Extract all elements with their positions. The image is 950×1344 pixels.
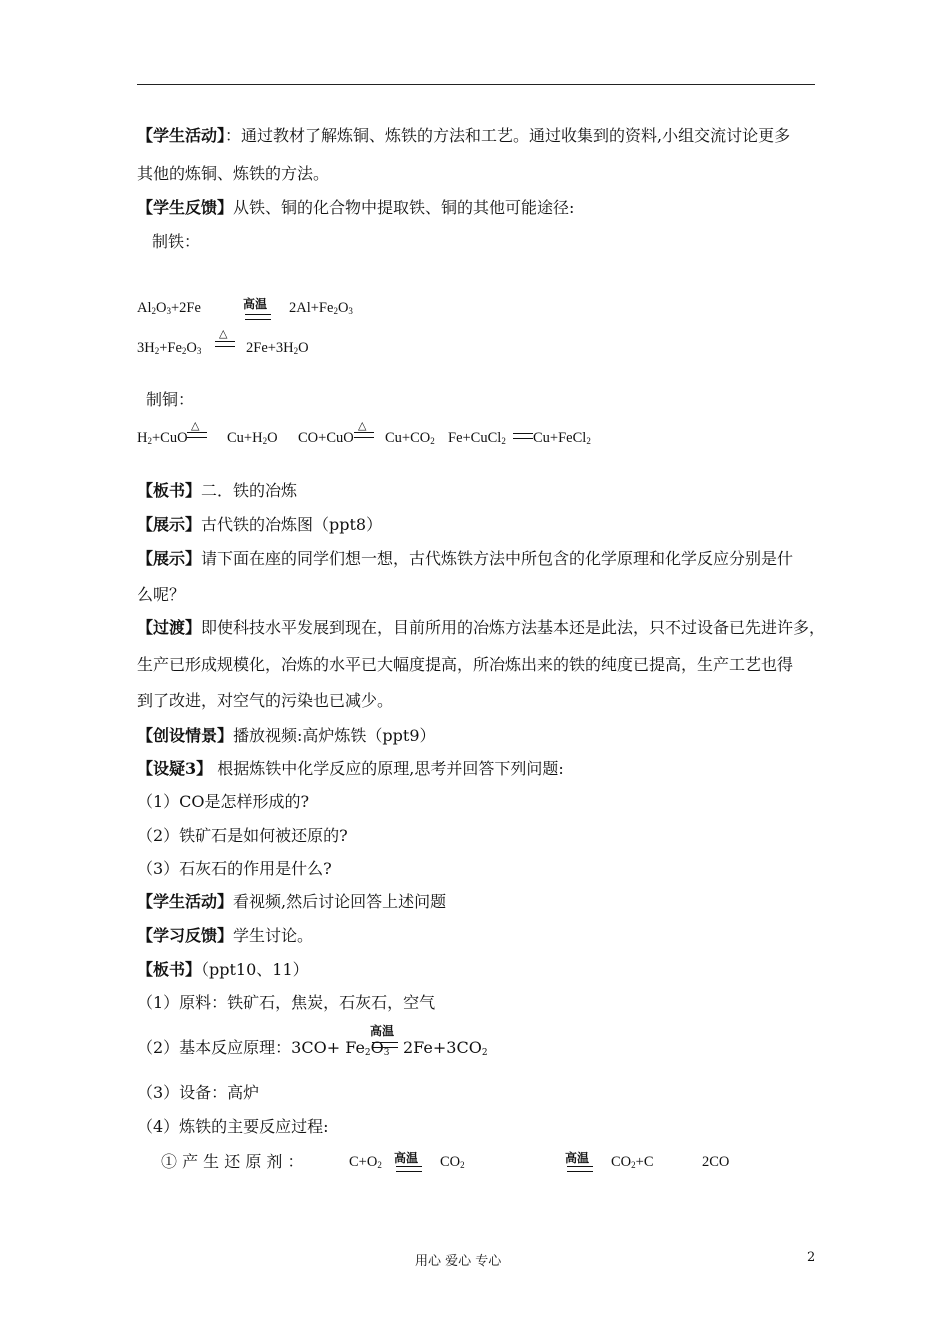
text: ：通过教材了解炼铜、炼铁的方法和工艺。通过收集到的资料,小组交流讨论更多: [225, 126, 791, 145]
condition-high-temp: 高温: [565, 1151, 590, 1165]
paragraph-continued: 其他的炼铜、炼铁的方法。: [137, 164, 330, 183]
question-1: （1）CO是怎样形成的?: [137, 792, 310, 811]
paragraph-student-activity: [137, 126, 790, 146]
paragraph-continued: 么呢？: [137, 585, 186, 604]
equation-5b-rhs: 2CO: [702, 1154, 730, 1170]
question-3: （3）石灰石的作用是什么?: [137, 859, 332, 878]
equation-3c-lhs: Fe+CuCl$_2$: [448, 430, 506, 446]
heading-make-copper: 制铜：: [146, 390, 195, 409]
paragraph-continued: 到了改进，对空气的污染也已减少。: [137, 691, 394, 710]
equation-5a-rhs: $CO_2$: [440, 1154, 465, 1170]
equation-2-rhs: $2Fe+3H_2O$: [246, 340, 309, 356]
page-number: 2: [807, 1250, 816, 1265]
paragraph-show-2: 【展示】请下面在座的同学们想一想，古代炼铁方法中所包含的化学原理和化学反应分别是什: [137, 549, 794, 568]
item-2-rhs: $2Fe+3CO_2$: [403, 1038, 488, 1058]
heat-icon: △: [219, 327, 228, 340]
text: 从铁、铜的化合物中提取铁、铜的其他可能途径:: [233, 198, 575, 217]
item-1: （1）原料：铁矿石，焦炭，石灰石，空气: [137, 993, 436, 1012]
paragraph-show-1: 【展示】古代铁的冶炼图（ppt8）: [137, 515, 383, 534]
equation-2-lhs: $3H_2+Fe_2O_3$: [137, 340, 202, 356]
paragraph-board-2: 【板书】（ppt10、11）: [137, 960, 309, 979]
equation-3a-lhs: $H_2+CuO$: [137, 430, 188, 446]
double-line: [245, 314, 271, 320]
equation-5a-lhs: $C+O_2$: [349, 1154, 382, 1170]
tag: 【学生反馈】: [137, 198, 234, 217]
double-line: [567, 1166, 593, 1172]
condition-high-temp: 高温: [243, 297, 268, 311]
footer-motto: 用心 爱心 专心: [415, 1254, 502, 1269]
equation-1-rhs: $2Al+Fe_2O_3$: [289, 300, 353, 316]
header-rule: [137, 84, 815, 85]
paragraph-scenario: 【创设情景】播放视频:高炉炼铁（ppt9）: [137, 726, 436, 745]
item-4: （4）炼铁的主要反应过程:: [137, 1117, 329, 1136]
question-2: （2）铁矿石是如何被还原的?: [137, 826, 348, 845]
equation-3b-lhs: CO+CuO: [298, 430, 354, 446]
double-line: [187, 432, 207, 438]
tag: 【学生活动】: [137, 126, 226, 145]
paragraph-transition: 【过渡】即使科技水平发展到现在，目前所用的冶炼方法基本还是此法，只不过设备已先进许多，: [137, 618, 826, 637]
double-line: [396, 1166, 422, 1172]
double-line: [354, 432, 374, 438]
equation-3b-rhs: $Cu+CO_2$: [385, 430, 435, 446]
paragraph-question: 【设疑3】 根据炼铁中化学反应的原理,思考并回答下列问题:: [137, 759, 564, 778]
double-line: [215, 341, 235, 347]
item-3: （3）设备：高炉: [137, 1083, 260, 1102]
paragraph-student-activity-2: 【学生活动】看视频,然后讨论回答上述问题: [137, 892, 447, 911]
equation-1-lhs: $Al_2O_3+2Fe$: [137, 300, 201, 316]
heat-icon: △: [191, 419, 200, 432]
item-2: （2）基本反应原理：$3CO+ Fe_2O_3$: [137, 1038, 390, 1058]
paragraph-student-feedback: [137, 198, 574, 218]
paragraph-learning-feedback: 【学习反馈】学生讨论。: [137, 926, 314, 945]
equation-5b-lhs: $CO_2+C$: [611, 1154, 654, 1170]
item-5-label: ① 产 生 还 原 剂 ：: [161, 1152, 304, 1171]
heading-make-iron: 制铁：: [152, 232, 201, 251]
heat-icon: △: [358, 419, 367, 432]
condition-high-temp: 高温: [394, 1151, 419, 1165]
condition-high-temp: 高温: [370, 1024, 395, 1038]
double-line: [513, 433, 533, 439]
paragraph-continued: 生产已形成规模化，冶炼的水平已大幅度提高，所冶炼出来的铁的纯度已提高，生产工艺也得: [137, 655, 794, 674]
equation-3a-rhs: $Cu+H_2O$: [227, 430, 278, 446]
equation-3c-rhs: Cu+FeCl$_2$: [533, 430, 591, 446]
paragraph-board: 【板书】二．铁的冶炼: [137, 481, 298, 500]
double-line: [372, 1042, 398, 1048]
